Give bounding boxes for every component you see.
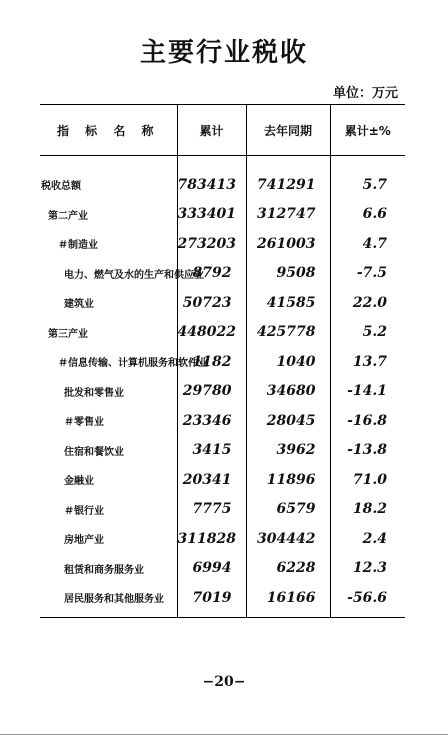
row-name: 第二产业 [48,210,88,222]
row-change-pct: 71.0 [330,465,405,495]
row-last-year: 261003 [246,229,330,259]
header-change-pct: 累计±% [330,105,405,156]
table-row [40,318,405,348]
row-last-year: 1040 [246,347,330,377]
row-cumulative: 20341 [177,465,246,495]
row-name: 第三产业 [48,328,88,340]
row-change-pct: -13.8 [330,436,405,466]
row-change-pct: 18.2 [330,495,405,525]
row-cumulative: 50723 [177,288,246,318]
row-name: 税收总额 [41,181,81,193]
row-cumulative: 448022 [177,318,246,348]
table-row [40,347,405,377]
row-last-year: 41585 [246,288,330,318]
row-cumulative: 7775 [177,495,246,525]
table-row [40,259,405,289]
row-name: 金融业 [64,476,94,488]
row-last-year: 425778 [246,318,330,348]
row-change-pct: -7.5 [330,259,405,289]
row-cumulative: 3415 [177,436,246,466]
row-cumulative: 273203 [177,229,246,259]
row-name: 电力、燃气及水的生产和供应业 [64,269,204,281]
row-last-year: 3962 [246,436,330,466]
row-cumulative: 23346 [177,406,246,436]
table-row [40,583,405,617]
table-row [40,524,405,554]
header-last-year: 去年同期 [246,105,330,156]
row-change-pct: 5.2 [330,318,405,348]
row-name: ＃零售业 [64,417,104,429]
row-change-pct: 6.6 [330,200,405,230]
row-last-year: 28045 [246,406,330,436]
row-name: 房地产业 [64,535,104,547]
row-change-pct: 4.7 [330,229,405,259]
table-row [40,465,405,495]
row-last-year: 34680 [246,377,330,407]
row-cumulative: 783413 [177,156,246,200]
row-change-pct: 5.7 [330,156,405,200]
row-name: 建筑业 [64,299,94,311]
row-last-year: 304442 [246,524,330,554]
row-cumulative: 6994 [177,554,246,584]
page-number: −20− [202,674,246,690]
table-row [40,406,405,436]
row-change-pct: 22.0 [330,288,405,318]
footer-divider [0,734,448,735]
table-body [40,156,405,618]
table-row [40,436,405,466]
row-last-year: 11896 [246,465,330,495]
row-change-pct: 13.7 [330,347,405,377]
row-last-year: 6228 [246,554,330,584]
row-name: ＃银行业 [64,505,104,517]
row-last-year: 741291 [246,156,330,200]
row-last-year: 312747 [246,200,330,230]
unit-label: 单位：万元 [332,86,398,101]
row-change-pct: 12.3 [330,554,405,584]
table-row [40,377,405,407]
row-name: 租赁和商务服务业 [64,564,144,576]
row-last-year: 16166 [246,583,330,617]
row-name: ＃信息传输、计算机服务和软件业 [58,358,208,370]
table-row [40,200,405,230]
row-cumulative: 311828 [177,524,246,554]
row-change-pct: 2.4 [330,524,405,554]
table-row [40,495,405,525]
row-change-pct: -56.6 [330,583,405,617]
row-change-pct: -16.8 [330,406,405,436]
tax-table [40,104,405,618]
row-name: 住宿和餐饮业 [64,446,124,458]
page-title: 主要行业税收 [139,38,308,68]
table-row [40,288,405,318]
table-row [40,229,405,259]
row-cumulative: 29780 [177,377,246,407]
table-row [40,156,405,200]
header-cumulative: 累计 [177,105,246,156]
row-cumulative: 333401 [177,200,246,230]
row-change-pct: -14.1 [330,377,405,407]
table-header-row [40,105,405,156]
row-last-year: 9508 [246,259,330,289]
table-row [40,554,405,584]
row-cumulative: 7019 [177,583,246,617]
row-name: 批发和零售业 [64,387,124,399]
row-name: 居民服务和其他服务业 [40,583,177,617]
row-cumulative: 1182 [177,347,246,377]
row-cumulative: 8792 [177,259,246,289]
header-indicator-name: 指 标 名 称 [40,105,177,156]
row-last-year: 6579 [246,495,330,525]
row-name: ＃制造业 [58,240,98,252]
